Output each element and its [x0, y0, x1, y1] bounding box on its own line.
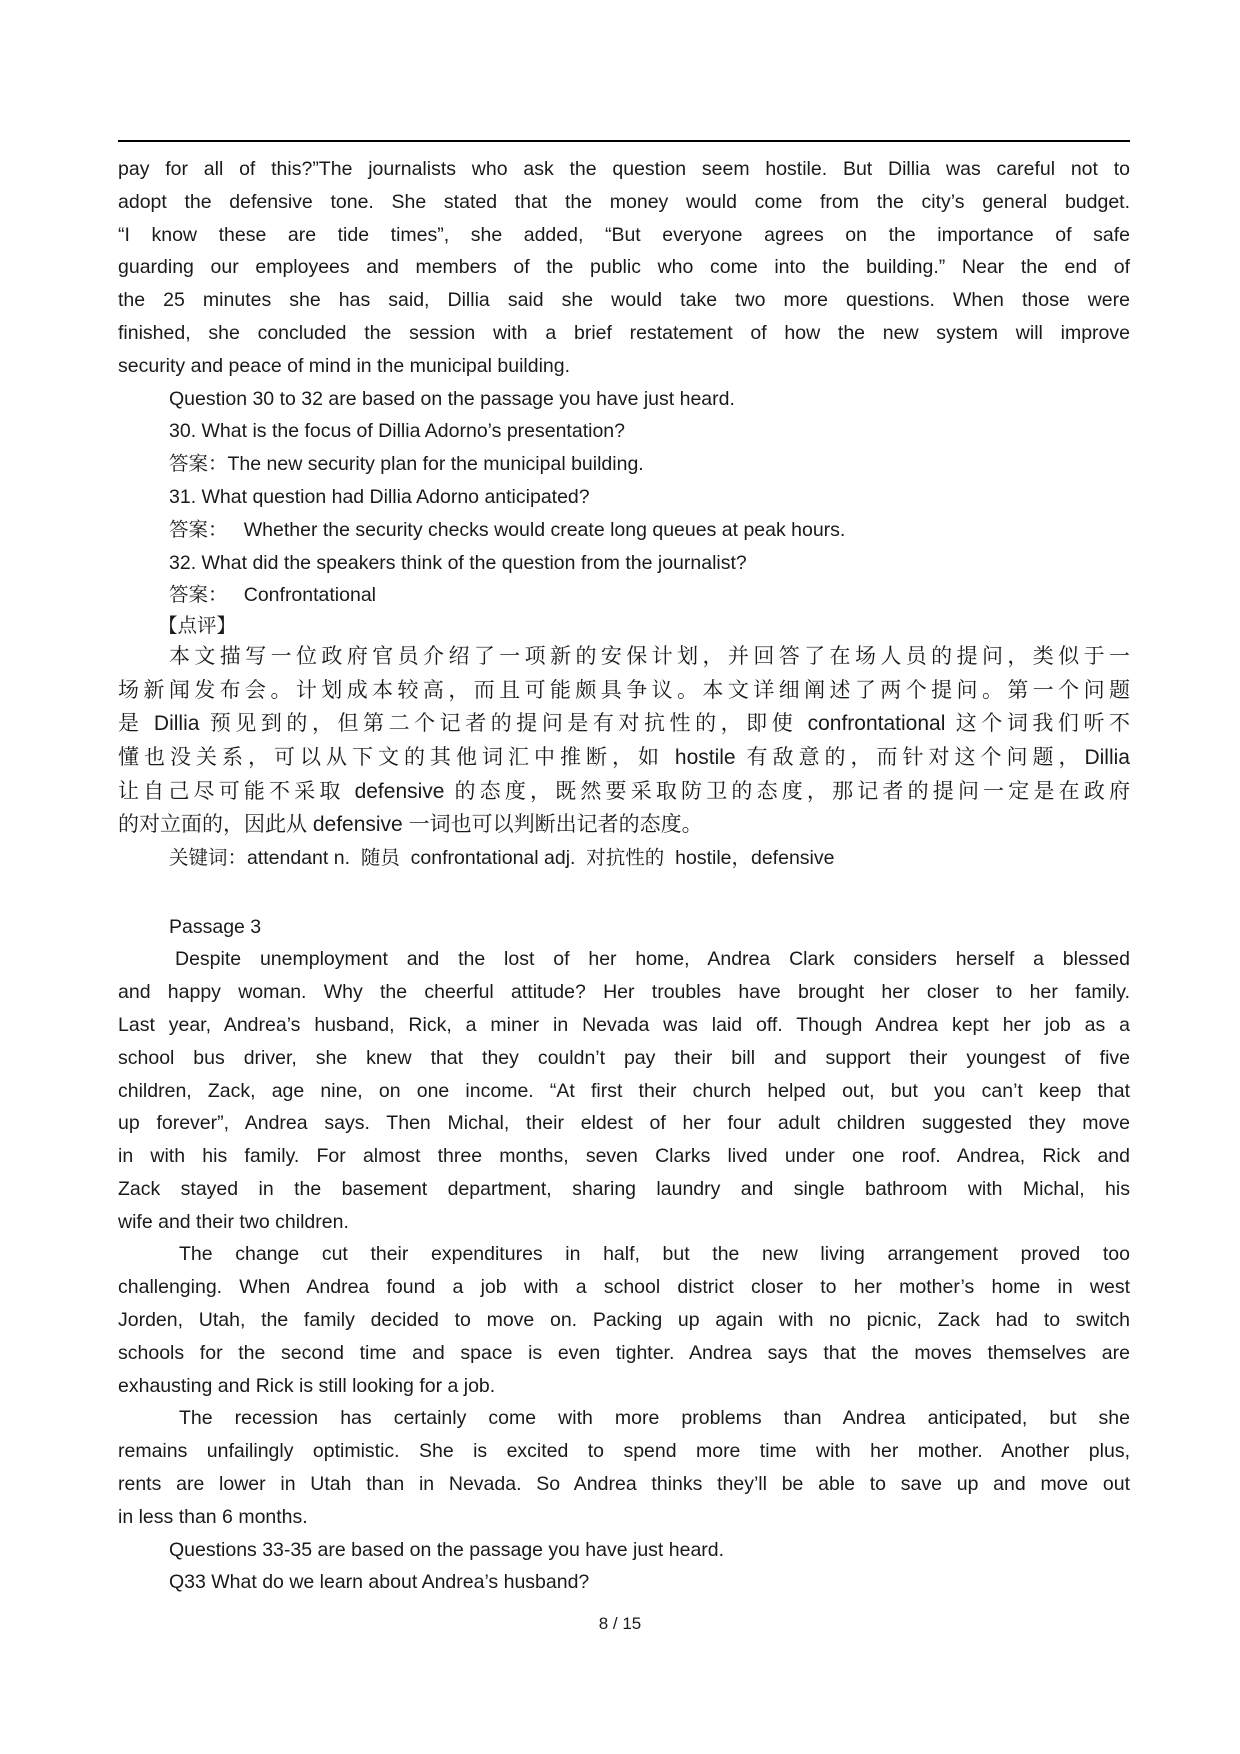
text-line: 懂也没关系，可以从下文的其他词汇中推断，如 hostile 有敌意的，而针对这个问题，Dillia — [118, 745, 1130, 769]
passage3-paragraph-1 — [118, 943, 1130, 1238]
text-line: rents are lower in Utah than in Nevada. So Andrea thinks they’ll be able to save up and move out — [118, 1473, 1130, 1496]
text-line: adopt the defensive tone. She stated that the money would come from the city’s general budget. — [118, 190, 1130, 213]
header-rule — [118, 140, 1130, 142]
text-line: Last year, Andrea’s husband, Rick, a miner in Nevada was laid off. Though Andrea kept her job as a — [118, 1013, 1130, 1036]
question-31: 31. What question had Dillia Adorno anticipated? — [169, 485, 590, 508]
comment-paragraph — [118, 640, 1130, 842]
page-number: 8 / 15 — [598, 1614, 642, 1633]
answer-30: 答案：The new security plan for the municipal building. — [169, 453, 644, 476]
text-line: The change cut their expenditures in half, but the new living arrangement proved too — [179, 1243, 1130, 1266]
answer-32: 答案： Confrontational — [169, 584, 377, 607]
questions-intro: Question 30 to 32 are based on the passage you have just heard. — [169, 387, 735, 410]
text-line: children, Zack, age nine, on one income. “At first their church helped out, but you can’t keep that — [118, 1079, 1130, 1102]
document-body — [118, 153, 1130, 1599]
passage2-ending — [118, 153, 1130, 383]
question-32: 32. What did the speakers think of the question from the journalist? — [169, 551, 747, 574]
text-line: guarding our employees and members of the public who come into the building.” Near the end of — [118, 256, 1130, 279]
answer-31: 答案： Whether the security checks would create long queues at peak hours. — [169, 518, 846, 541]
text-line: school bus driver, she knew that they couldn’t pay their bill and support their youngest of five — [118, 1046, 1130, 1069]
text-line: the 25 minutes she has said, Dillia said she would take two more questions. When those were — [118, 289, 1130, 312]
text-line: and happy woman. Why the cheerful attitude? Her troubles have brought her closer to her family. — [118, 981, 1130, 1004]
questions-intro-2: Questions 33-35 are based on the passage you have just heard. — [169, 1538, 725, 1561]
question-33: Q33 What do we learn about Andrea’s husband? — [169, 1571, 590, 1594]
text-line: exhausting and Rick is still looking for a job. — [118, 1374, 496, 1397]
text-line: remains unfailingly optimistic. She is excited to spend more time with her mother. Another plus, — [118, 1440, 1130, 1463]
text-line: pay for all of this?”The journalists who ask the question seem hostile. But Dillia was careful not to — [118, 158, 1130, 180]
text-line: finished, she concluded the session with a brief restatement of how the new system will improve — [118, 321, 1130, 344]
text-line: Jorden, Utah, the family decided to move on. Packing up again with no picnic, Zack had to switch — [118, 1309, 1130, 1332]
keywords: 关键词：attendant n. 随员 confrontational adj. 对抗性的 hostile，defensive — [169, 846, 835, 869]
text-line: challenging. When Andrea found a job with a school district closer to her mother’s home in west — [118, 1276, 1130, 1299]
text-line: Zack stayed in the basement department, sharing laundry and single bathroom with Michal, his — [118, 1177, 1130, 1200]
text-line: in with his family. For almost three months, seven Clarks lived under one roof. Andrea, Rick and — [118, 1145, 1130, 1168]
text-line: Despite unemployment and the lost of her home, Andrea Clark considers herself a blessed — [175, 948, 1130, 971]
text-line: 本文描写一位政府官员介绍了一项新的安保计划，并回答了在场人员的提问，类似于一 — [169, 645, 1130, 669]
text-line: up forever”, Andrea says. Then Michal, their eldest of her four adult children suggested they move — [118, 1112, 1130, 1135]
text-line: 的对立面的，因此从 defensive 一词也可以判断出记者的态度。 — [118, 813, 703, 837]
text-line: The recession has certainly come with more problems than Andrea anticipated, but she — [179, 1407, 1130, 1430]
text-line: in less than 6 months. — [118, 1505, 308, 1528]
text-line: “I know these are tide times”, she added, “But everyone agrees on the importance of safe — [118, 223, 1130, 246]
text-line: 是 Dillia 预见到的，但第二个记者的提问是有对抗性的，即使 confrontational 这个词我们听不 — [118, 712, 1130, 736]
question-30: 30. What is the focus of Dillia Adorno’s presentation? — [169, 420, 625, 443]
comment-heading: 【点评】 — [158, 615, 237, 638]
text-line: 场新闻发布会。计划成本较高，而且可能颇具争议。本文详细阐述了两个提问。第一个问题 — [118, 678, 1130, 702]
passage3-paragraph-3 — [118, 1402, 1130, 1533]
text-line: schools for the second time and space is even tighter. Andrea says that the moves themselves are — [118, 1341, 1130, 1364]
text-line: security and peace of mind in the municipal building. — [118, 354, 571, 377]
passage3-title: Passage 3 — [169, 915, 262, 938]
passage3-paragraph-2 — [118, 1238, 1130, 1402]
text-line: wife and their two children. — [118, 1210, 349, 1233]
text-line: 让自己尽可能不采取 defensive 的态度，既然要采取防卫的态度，那记者的提问一定是在政府 — [118, 779, 1130, 803]
